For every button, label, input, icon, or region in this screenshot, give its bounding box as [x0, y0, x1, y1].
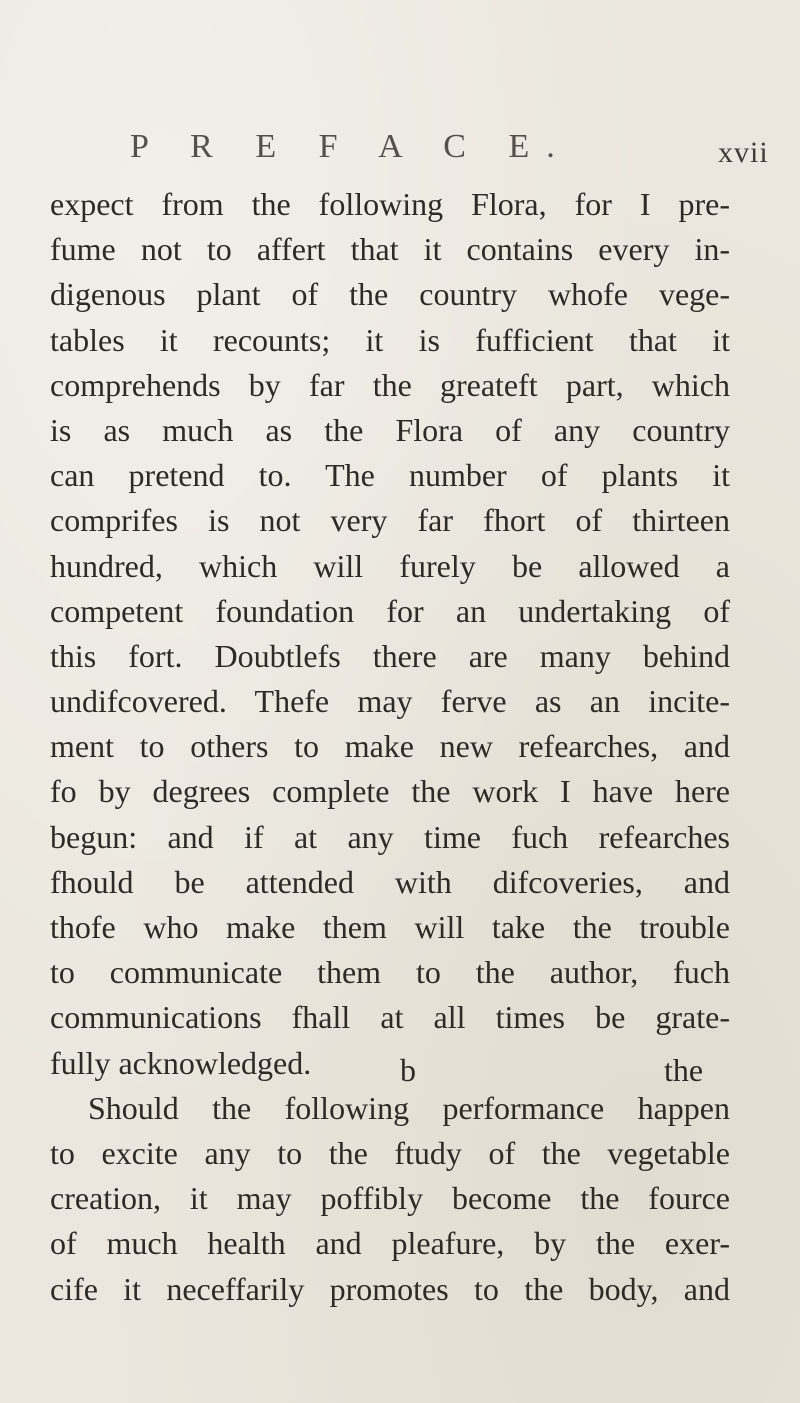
text-line: comprifes is not very far fhort of thirteen	[50, 502, 730, 539]
text-line: begun: and if at any time fuch refearches	[50, 818, 730, 855]
text-line: to excite any to the ftudy of the vegetable	[50, 1134, 730, 1171]
text-line: is as much as the Flora of any country	[50, 411, 730, 448]
text-line: digenous plant of the country whofe vege-	[50, 276, 730, 313]
text-line: tables it recounts; it is fufficient that it	[50, 321, 730, 358]
body-text	[50, 182, 730, 1312]
text-line: competent foundation for an undertaking of	[50, 592, 730, 629]
text-line: thofe who make them will take the trouble	[50, 909, 730, 945]
page-footer	[0, 1052, 800, 1096]
text-line: comprehends by far the greateft part, which	[50, 366, 730, 403]
text-line: can pretend to. The number of plants it	[50, 457, 730, 494]
text-line: to communicate them to the author, fuch	[50, 954, 730, 991]
text-line: hundred, which will furely be allowed a	[50, 547, 730, 584]
text-line: creation, it may poffibly become the fource	[50, 1180, 730, 1217]
paragraph-1	[50, 182, 730, 1086]
catchword: the	[664, 1052, 704, 1088]
text-line: fully acknowledged.	[50, 1044, 312, 1081]
text-line: cife it neceffarily promotes to the body, and	[50, 1270, 730, 1307]
text-line: of much health and pleafure, by the exer-	[50, 1225, 730, 1262]
running-head-title: P R E F A C E.	[130, 128, 572, 165]
page-number: xvii	[718, 136, 769, 169]
signature-mark: b	[400, 1052, 416, 1088]
running-head	[0, 128, 800, 178]
text-line: communications fhall at all times be grate-	[50, 999, 730, 1036]
text-line: ment to others to make new refearches, and	[50, 728, 730, 765]
text-line: Should the following performance happen	[88, 1089, 730, 1126]
text-line: this fort. Doubtlefs there are many behind	[50, 637, 730, 674]
paragraph-2	[50, 1086, 730, 1312]
text-line: fhould be attended with difcoveries, and	[50, 863, 730, 900]
text-line: expect from the following Flora, for I pre-	[50, 186, 730, 222]
text-line: fo by degrees complete the work I have here	[50, 773, 730, 810]
text-line: undifcovered. Thefe may ferve as an incite-	[50, 683, 730, 720]
text-line: fume not to affert that it contains every in-	[50, 231, 730, 268]
